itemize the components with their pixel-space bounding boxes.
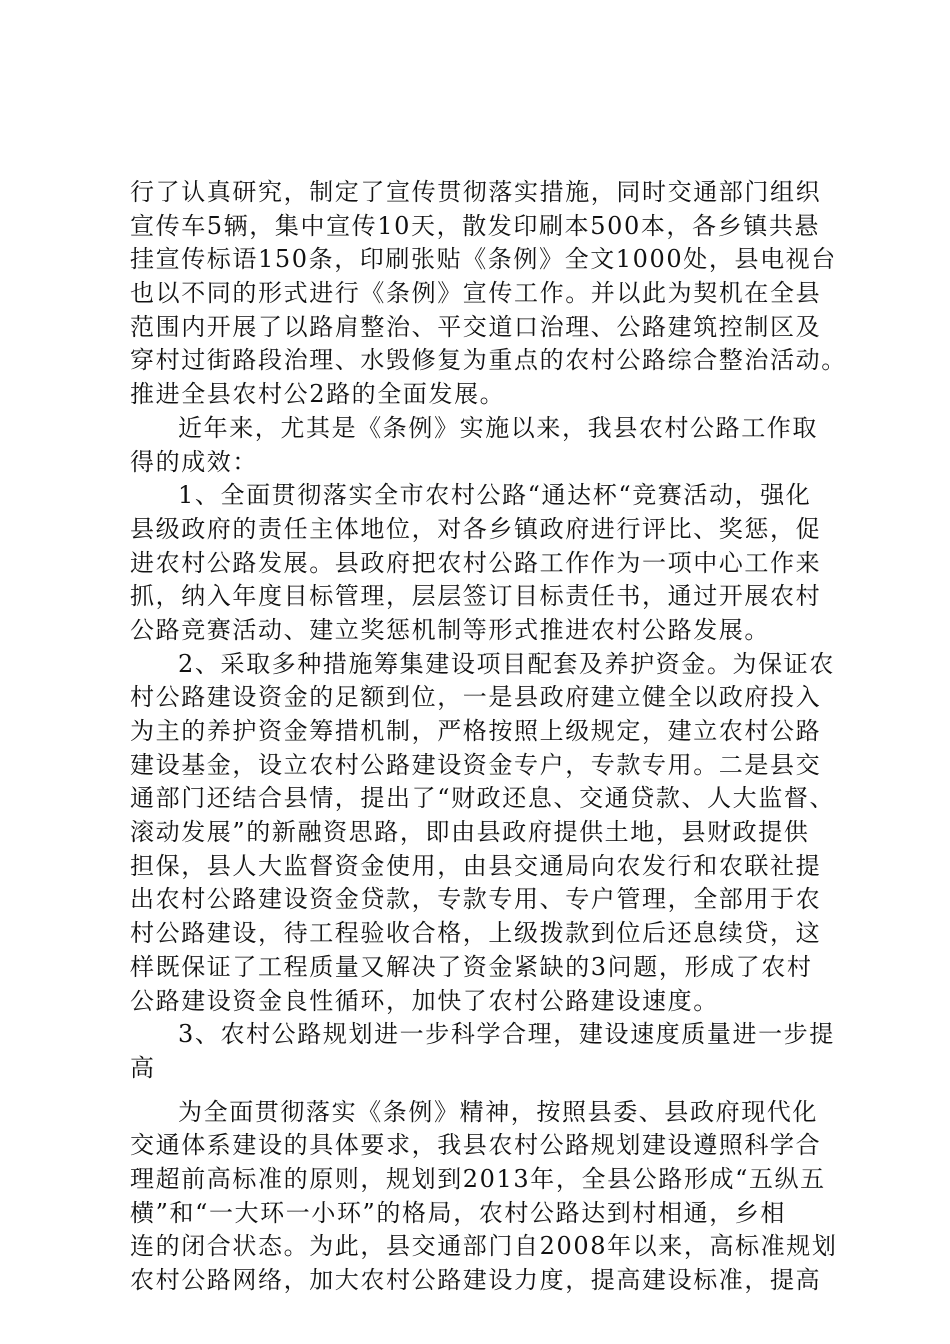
text-line: 公路竞赛活动、建立奖惩机制等形式推进农村公路发展。 — [130, 615, 770, 644]
text-line: 得的成效： — [130, 447, 258, 476]
text-line: 为全面贯彻落实《条例》精神，按照县委、县政府现代化 — [178, 1097, 818, 1126]
text-line: 样既保证了工程质量又解决了资金紧缺的3问题，形成了农村 — [130, 952, 813, 981]
text-line: 村公路建设，待工程验收合格，上级拨款到位后还息续贷，这 — [130, 919, 822, 948]
text-line: 理超前高标准的原则，规划到2013年，全县公路形成“五纵五 — [130, 1164, 826, 1193]
text-line: 为主的养护资金筹措机制，严格按照上级规定，建立农村公路 — [130, 717, 822, 745]
text-line: 滚动发展”的新融资思路，即由县政府提供土地，县财政提供 — [130, 818, 810, 847]
text-line: 连的闭合状态。为此，县交通部门自2008年以来，高标准规划 — [130, 1232, 838, 1261]
text-line: 进农村公路发展。县政府把农村公路工作作为一项中心工作来 — [130, 548, 822, 577]
text-line: 1、全面贯彻落实全市农村公路“通达杯“竞赛活动，强化 — [178, 481, 812, 510]
text-line: 农村公路网络，加大农村公路建设力度，提高建设标准，提高 — [130, 1266, 822, 1294]
text-line: 行了认真研究，制定了宣传贯彻落实措施，同时交通部门组织 — [130, 178, 822, 206]
text-line: 村公路建设资金的足额到位，一是县政府建立健全以政府投入 — [130, 683, 822, 712]
text-line: 挂宣传标语150条，印刷张贴《条例》全文1000处，县电视台 — [130, 245, 837, 274]
text-line: 担保，县人大监督资金使用，由县交通局向农发行和农联社提 — [130, 851, 822, 880]
text-line: 宣传车5辆，集中宣传10天，散发印刷本500本，各乡镇共悬 — [130, 211, 821, 240]
text-line: 穿村过街路段治理、水毁修复为重点的农村公路综合整治活动。 — [130, 346, 847, 375]
text-line: 出农村公路建设资金贷款，专款专用、专户管理，全部用于农 — [130, 885, 822, 914]
text-line: 交通体系建设的具体要求，我县农村公路规划建设遵照科学合 — [130, 1131, 822, 1160]
text-line: 高 — [130, 1053, 156, 1082]
body-text — [130, 176, 847, 1298]
text-line: 推进全县农村公2路的全面发展。 — [130, 380, 506, 409]
text-line: 县级政府的责任主体地位，对各乡镇政府进行评比、奖惩，促 — [130, 514, 822, 543]
text-line: 抓，纳入年度目标管理，层层签订目标责任书，通过开展农村 — [130, 582, 822, 611]
text-line: 2、采取多种措施筹集建设项目配套及养护资金。为保证农 — [178, 649, 835, 678]
text-line: 范围内开展了以路肩整治、平交道口治理、公路建筑控制区及 — [130, 312, 822, 341]
text-line: 通部门还结合县情，提出了“财政还息、交通贷款、人大监督、 — [130, 784, 836, 813]
text-line: 建设基金，设立农村公路建设资金专户，专款专用。二是县交 — [130, 750, 822, 779]
text-line: 公路建设资金良性循环，加快了农村公路建设速度。 — [130, 986, 719, 1015]
text-line: 近年来，尤其是《条例》实施以来，我县农村公路工作取 — [178, 413, 818, 442]
text-line: 3、农村公路规划进一步科学合理，建设速度质量进一步提 — [178, 1020, 835, 1049]
text-line: 也以不同的形式进行《条例》宣传工作。并以此为契机在全县 — [130, 279, 822, 308]
text-line: 横”和“一大环一小环”的格局，农村公路达到村相通，乡相 — [130, 1198, 787, 1227]
